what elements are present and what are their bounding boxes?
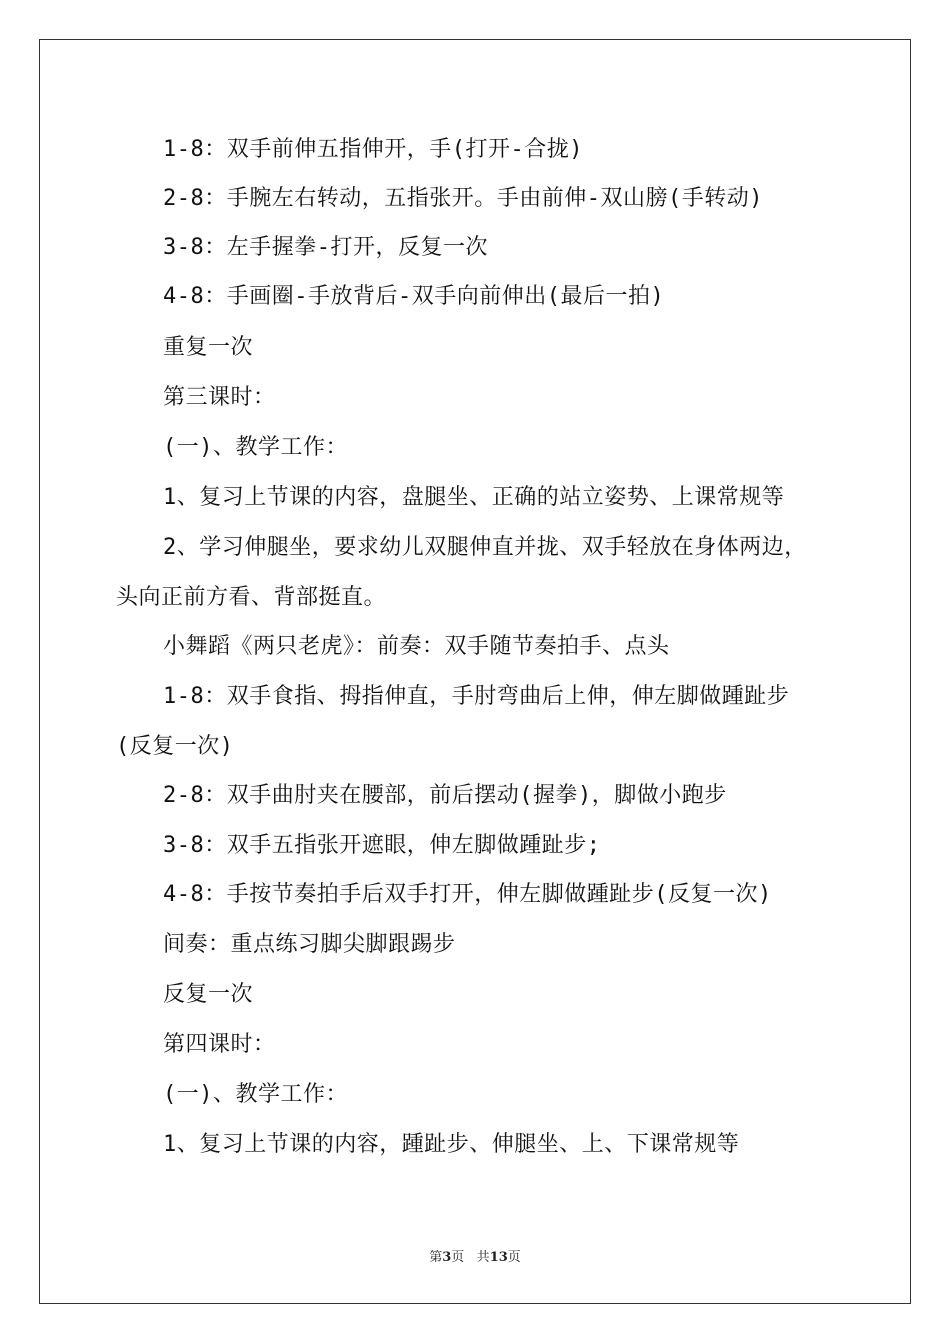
section-heading: 第四课时： (163, 1032, 276, 1057)
text-line-continuation: (反复一次) (116, 734, 234, 759)
text-line: 1、复习上节课的内容，踵趾步、伸腿坐、上、下课常规等 (163, 1132, 740, 1157)
subsection-heading: (一)、教学工作： (163, 435, 348, 460)
text-line: 重复一次 (163, 335, 254, 360)
section-heading: 第三课时： (163, 385, 276, 410)
page-border (39, 39, 911, 1304)
text-line: 1、复习上节课的内容，盘腿坐、正确的站立姿势、上课常规等 (163, 485, 785, 510)
text-line: 2-8：双手曲肘夹在腰部，前后摆动(握拳)，脚做小跑步 (163, 783, 727, 808)
text-line: 2-8：手腕左右转动，五指张开。手由前伸-双山膀(手转动) (163, 186, 763, 211)
text-line: 小舞蹈《两只老虎》：前奏：双手随节奏拍手、点头 (163, 634, 670, 659)
text-line: 2、学习伸腿坐，要求幼儿双腿伸直并拢、双手轻放在身体两边， (163, 535, 807, 560)
footer-page-suffix: 页 (451, 1250, 465, 1265)
text-line: 3-8：左手握拳-打开，反复一次 (163, 235, 488, 260)
text-line: 3-8：双手五指张开遮眼，伸左脚做踵趾步; (163, 833, 601, 858)
text-line-continuation: 头向正前方看、背部挺直。 (116, 585, 387, 610)
text-line: 反复一次 (163, 982, 254, 1007)
footer-total-pages: 13 (489, 1250, 508, 1265)
page-footer (0, 1246, 950, 1265)
text-line: 1-8：双手前伸五指伸开，手(打开-合拢) (163, 137, 583, 162)
subsection-heading: (一)、教学工作： (163, 1082, 348, 1107)
footer-page-prefix: 第 (429, 1250, 443, 1265)
footer-total-prefix: 共 (476, 1250, 490, 1265)
footer-page-number: 3 (442, 1250, 452, 1265)
text-line: 间奏：重点练习脚尖脚跟踢步 (163, 932, 456, 957)
text-line: 1-8：双手食指、拇指伸直，手肘弯曲后上伸，伸左脚做踵趾步 (163, 684, 790, 709)
footer-total-suffix: 页 (507, 1250, 521, 1265)
text-line: 4-8：手画圈-手放背后-双手向前伸出(最后一拍) (163, 284, 665, 309)
text-line: 4-8：手按节奏拍手后双手打开，伸左脚做踵趾步(反复一次) (163, 882, 772, 907)
